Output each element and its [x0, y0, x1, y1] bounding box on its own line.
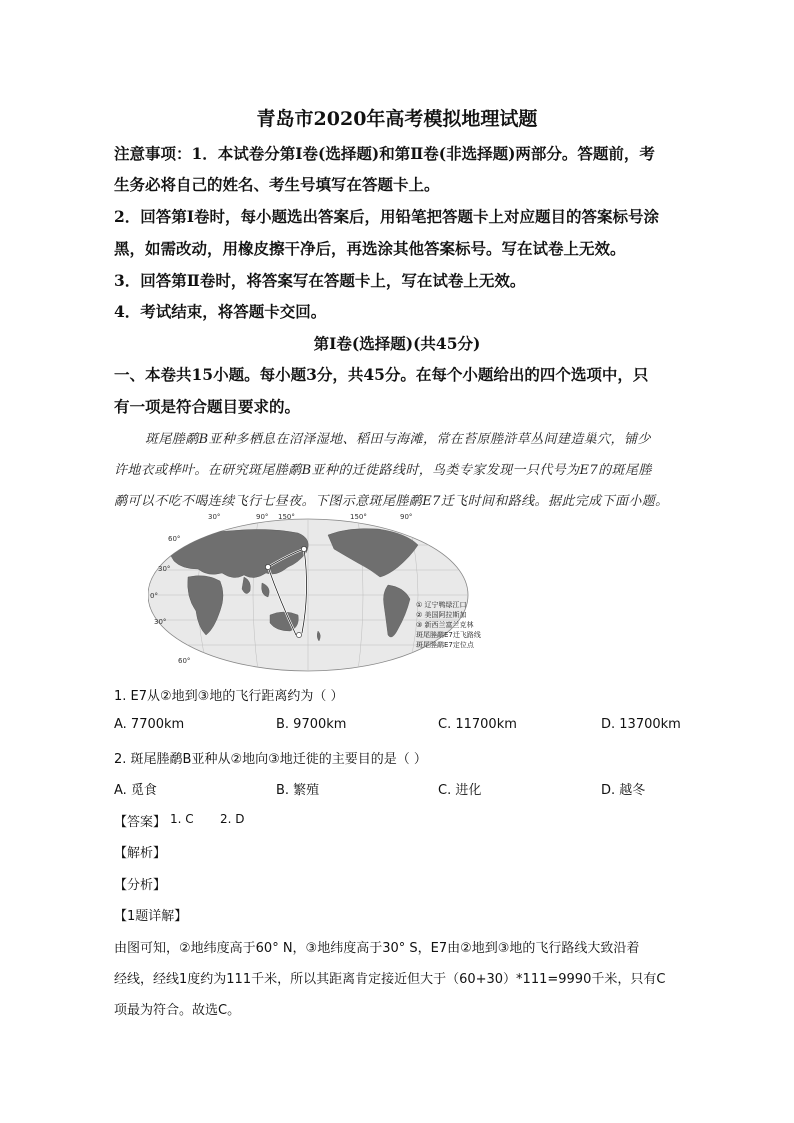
question-1-option-b[interactable]: B. 9700km [276, 717, 347, 732]
section-title: 第Ⅰ卷(选择题)(共45分) [313, 334, 481, 353]
passage-line-3: 鹬可以不吃不喝连续飞行七昼夜。下图示意斑尾塍鹬E7迁飞时间和路线。据此完成下面小题。 [114, 494, 669, 509]
question-1-option-a[interactable]: A. 7700km [114, 717, 185, 732]
legend-item: ① 辽宁鸭绿江口 [416, 601, 467, 609]
notes-line-1: 注意事项：1．本试卷分第Ⅰ卷(选择题)和第Ⅱ卷(非选择题)两部分。答题前，考 [114, 144, 655, 163]
notes-line-4: 黑，如需改动，用橡皮擦干净后，再选涂其他答案标号。写在试卷上无效。 [114, 239, 626, 258]
lon-label: 90° [400, 513, 413, 521]
point-1-marker [265, 564, 270, 569]
answer-2: 2. D [220, 812, 245, 826]
question-2-option-b[interactable]: B. 繁殖 [276, 783, 320, 798]
instructions-line-1: 一、本卷共15小题。每小题3分，共45分。在每个小题给出的四个选项中，只 [114, 365, 649, 384]
page-title: 青岛市2020年高考模拟地理试题 [256, 108, 538, 130]
lat-label: 0° [150, 592, 158, 600]
legend-item: ② 美国阿拉斯加 [416, 611, 467, 619]
question-1-stem: 1. E7从②地到③地的飞行距离约为（ ） [114, 689, 344, 704]
lat-label: 60° [168, 535, 181, 543]
map-legend [416, 600, 526, 650]
lat-label: 30° [158, 565, 171, 573]
notes-line-5: 3．回答第Ⅱ卷时，将答案写在答题卡上，写在试卷上无效。 [114, 271, 526, 290]
detail-line-2: 经线，经线1度约为111千米，所以其距离肯定接近但大于（60+30）*111=9990千米，只有C [114, 972, 666, 987]
instructions-line-2: 有一项是符合题目要求的。 [114, 397, 301, 416]
notes-line-3: 2．回答第Ⅰ卷时，每小题选出答案后，用铅笔把答题卡上对应题目的答案标号涂 [114, 207, 660, 226]
detail-line-3: 项最为符合。故选C。 [114, 1003, 241, 1018]
legend-item: 斑尾塍鹬E7迁飞路线 [416, 631, 481, 639]
analysis-tag: 【解析】 [114, 846, 167, 861]
legend-item: 斑尾塍鹬E7定位点 [416, 641, 474, 649]
lat-label: 30° [154, 618, 167, 626]
lon-label: 90° [256, 513, 269, 521]
point-3-marker [296, 632, 301, 637]
notes-line-2: 生务必将自己的姓名、考生号填写在答题卡上。 [114, 175, 440, 194]
lon-label: 30° [208, 513, 221, 521]
detail-line-1: 由图可知，②地纬度高于60° N，③地纬度高于30° S，E7由②地到③地的飞行路线大致沿着 [114, 941, 640, 956]
notes-line-6: 4．考试结束，将答题卡交回。 [114, 302, 327, 321]
lon-label: 150° [278, 513, 295, 521]
answer-1: 1. C [170, 812, 194, 826]
question-2-option-d[interactable]: D. 越冬 [601, 783, 646, 798]
passage-line-2: 许地衣或桦叶。在研究斑尾塍鹬B亚种的迁徙路线时，鸟类专家发现一只代号为E7的斑尾塍 [114, 463, 652, 478]
point-2-marker [301, 546, 306, 551]
answer-tag: 【答案】 [114, 815, 167, 830]
question-1-option-d[interactable]: D. 13700km [601, 717, 681, 732]
passage-line-1: 斑尾塍鹬B亚种多栖息在沼泽湿地、稻田与海滩，常在苔原塍浒草丛间建造巢穴，铺少 [145, 432, 651, 447]
question-2-stem: 2. 斑尾塍鹬B亚种从②地向③地迁徙的主要目的是（ ） [114, 752, 427, 767]
detail-tag: 【1题详解】 [114, 909, 188, 924]
question-1-option-c[interactable]: C. 11700km [438, 717, 517, 732]
legend-item: ③ 新西兰富兰克林 [416, 621, 474, 629]
question-2-option-c[interactable]: C. 进化 [438, 783, 482, 798]
fenxi-tag: 【分析】 [114, 878, 167, 893]
lat-label: 60° [178, 657, 191, 665]
lon-label: 150° [350, 513, 367, 521]
question-2-option-a[interactable]: A. 觅食 [114, 783, 157, 798]
